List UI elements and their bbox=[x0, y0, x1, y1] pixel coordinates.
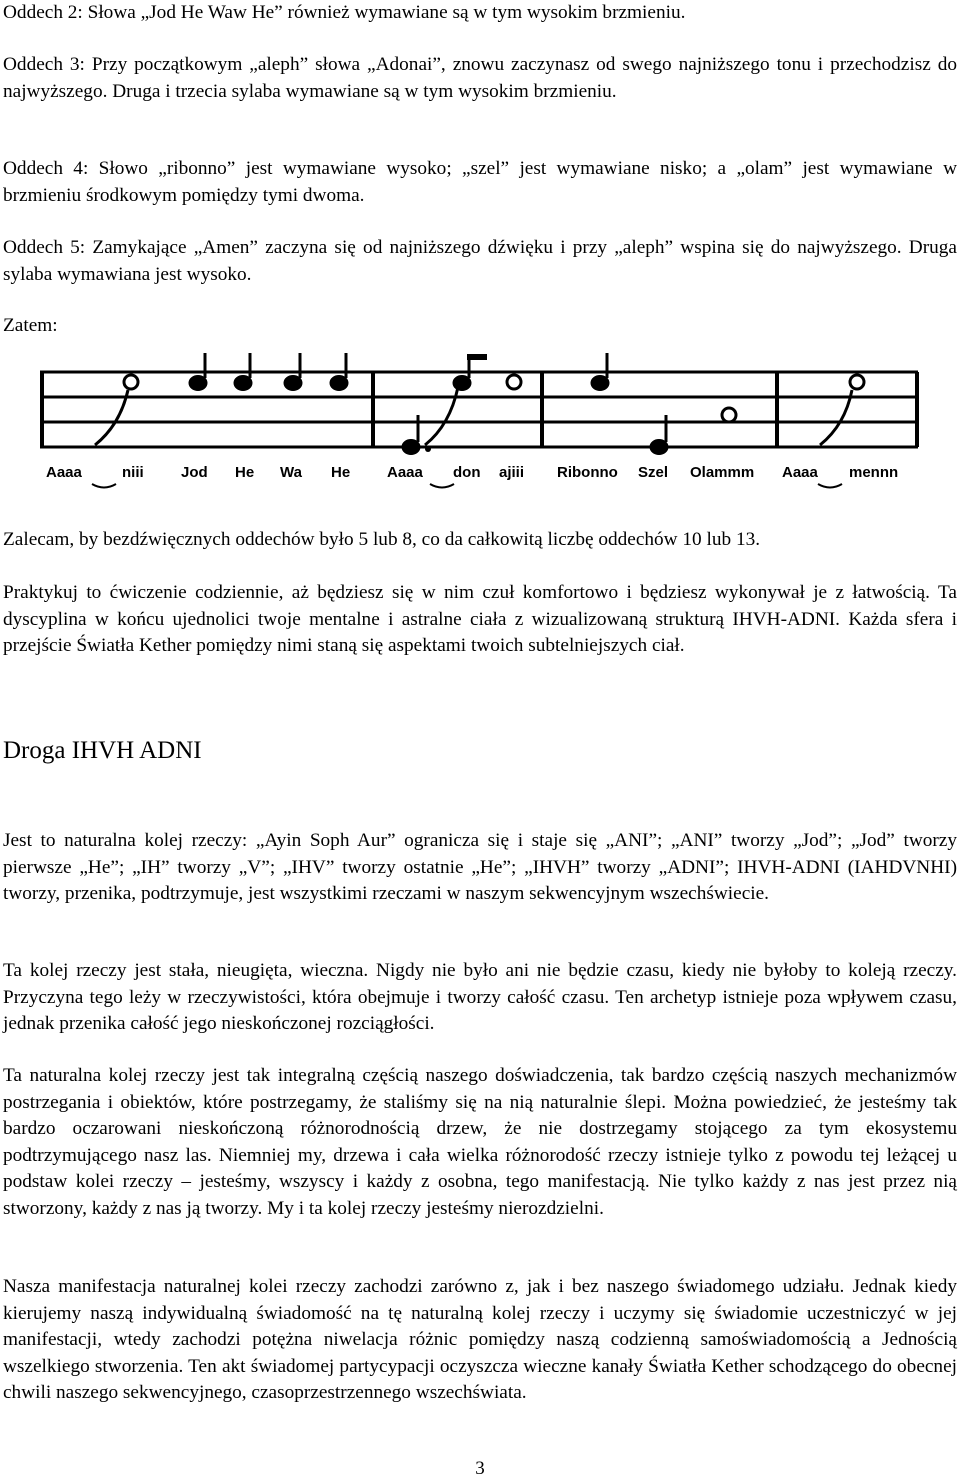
syllable: Aaaa bbox=[46, 464, 82, 481]
note-filled-low bbox=[651, 441, 667, 454]
note-filled-3 bbox=[285, 377, 301, 390]
paragraph-breath-5: Oddech 5: Zamykające „Amen” zaczyna się od najniższego dźwięku i przy „aleph” wspina się do najwyższego. Druga sylaba wymawiana jest wysoko. bbox=[3, 237, 957, 285]
paragraph-breath-4: Oddech 4: Słowo „ribonno” jest wymawiane wysoko; „szel” jest wymawiane nisko; a „olam” jest wymawiane w brzmieniu środkowym pomiędzy tymi dwoma. bbox=[3, 158, 957, 206]
paragraph-practice: Praktykuj to ćwiczenie codziennie, aż będziesz się w nim czuł komfortowo i będziesz wykonywał je z łatwością. Ta dyscyplina w końcu ujednolici twoje mentalne i astralne ciała z wizualizowaną strukturą IHVH-ADNI. Każda sfera i przejście Światła Kether pomiędzy nimi staną się aspektami twoich subtelniejszych ciał. bbox=[3, 582, 957, 657]
syllable: Aaaa bbox=[387, 464, 423, 481]
syllable: Wa bbox=[280, 464, 302, 481]
section-paragraph-1: Jest to naturalna kolej rzeczy: „Ayin Soph Aur” ogranicza się i staje się „ANI”; „ANI” tworzy „Jod”; „Jod” tworzy pierwsze „He”; „IH” tworzy „V”; „IHV” tworzy ostatnie „He”; „IHVH” tworzy „ADNI”; IHVH-ADNI (IAHDVNHI) tworzy, przenika, podtrzymuje, jest wszystkimi rzeczami w naszym sekwencyjnym wszechświecie. bbox=[3, 830, 957, 905]
syllable: niii bbox=[122, 464, 144, 481]
paragraph-recommendation: Zalecam, by bezdźwięcznych oddechów było 5 lub 8, co da całkowitą liczbę oddechów 10 lub 13. bbox=[3, 529, 761, 550]
paragraph-therefore: Zatem: bbox=[3, 315, 58, 336]
paragraph-breath-3: Oddech 3: Przy początkowym „aleph” słowa „Adonai”, znowu zaczynasz od swego najniższego tonu i przechodzisz do najwyższego. Druga i trzecia sylaba wymawiane są w tym wysokim brzmieniu. bbox=[3, 54, 957, 102]
staff-lines bbox=[40, 372, 918, 447]
syllable: ajiii bbox=[499, 464, 525, 481]
note-filled-2 bbox=[235, 377, 251, 390]
syllable: Jod bbox=[181, 464, 208, 481]
note-filled-4 bbox=[331, 377, 347, 390]
syllables bbox=[46, 464, 898, 481]
syllable: Ribonno bbox=[557, 464, 618, 481]
section-paragraph-4: Nasza manifestacja naturalnej kolei rzeczy zachodzi zarówno z, jak i bez naszego świadomego udziału. Jednak kiedy kierujemy naszą indywidualną świadomość na tę naturalną kolej rzeczy i uczymy się świadomie uczestniczyć w jej manifestacji, wtedy zachodzi potężna niwelacja różnic pomiędzy naszą codzienną samoświadomością a Jednością wszelkiego stworzenia. Ten akt świadomej partycypacji oczyszcza wieczne kanały Światła Kether schodzącego do obecnej chwili naszego sekwencyjnego, czasoprzestrzennego wszechświata. bbox=[3, 1276, 957, 1404]
section-paragraph-2: Ta kolej rzeczy jest stała, nieugięta, wieczna. Nigdy nie było ani nie będzie czasu, kiedy nie byłoby to koleją rzeczy. Przyczyna tego leży w rzeczywistości, która obejmuje i tworzy całość czasu. Ten archetyp istnieje poza wpływem czasu, jednak przenika całość jego nieskończonej rozciągłości. bbox=[3, 960, 957, 1035]
note-open-3 bbox=[722, 408, 736, 422]
section-paragraph-3: Ta naturalna kolej rzeczy jest tak integralną częścią naszego doświadczenia, tak bardzo częścią naszych mechanizmów postrzegania i obiektów, które postrzegamy, że staliśmy się na nią naturalnie ślepi. Można powiedzieć, że jesteśmy tak bardzo oczarowani nieskończoną różnorodnością drzew, że nie dostrzegamy stojącego za tym ekosystemu podtrzymującego nasz las. Niemniej my, drzewa i cała wielka różnorodość rzeczy istnieje tylko z powodu tej leżącej u podstaw kolei rzeczy – jesteśmy, wszyscy i każdy z osobna, tego manifestacją. Nie tylko każdy z nas jest przez nią stworzony, każdy z nas ją tworzy. My i ta kolej rzeczy jesteśmy nierozdzielni. bbox=[3, 1065, 957, 1219]
slur-marks bbox=[92, 484, 842, 488]
syllable: Szel bbox=[638, 464, 669, 481]
music-notation bbox=[0, 345, 960, 495]
syllable: Olammm bbox=[690, 464, 755, 481]
note-dotted-low bbox=[403, 441, 419, 454]
syllable: Aaaa bbox=[782, 464, 818, 481]
note-open-4 bbox=[850, 375, 864, 389]
note-open-1 bbox=[124, 375, 138, 389]
syllable: He bbox=[331, 464, 351, 481]
syllable: mennn bbox=[849, 464, 899, 481]
syllable: He bbox=[235, 464, 255, 481]
page-number: 3 bbox=[475, 1458, 485, 1479]
note-flagged bbox=[454, 377, 470, 390]
syllable: don bbox=[453, 464, 481, 481]
note-open-2 bbox=[507, 375, 521, 389]
paragraph-breath-2: Oddech 2: Słowa „Jod He Waw He” również wymawiane są w tym wysokim brzmieniu. bbox=[3, 2, 686, 23]
section-title: Droga IHVH ADNI bbox=[3, 737, 202, 764]
note-filled-1 bbox=[190, 377, 206, 390]
bar-lines bbox=[42, 372, 917, 447]
notes bbox=[124, 353, 864, 454]
note-filled-5 bbox=[592, 377, 608, 390]
